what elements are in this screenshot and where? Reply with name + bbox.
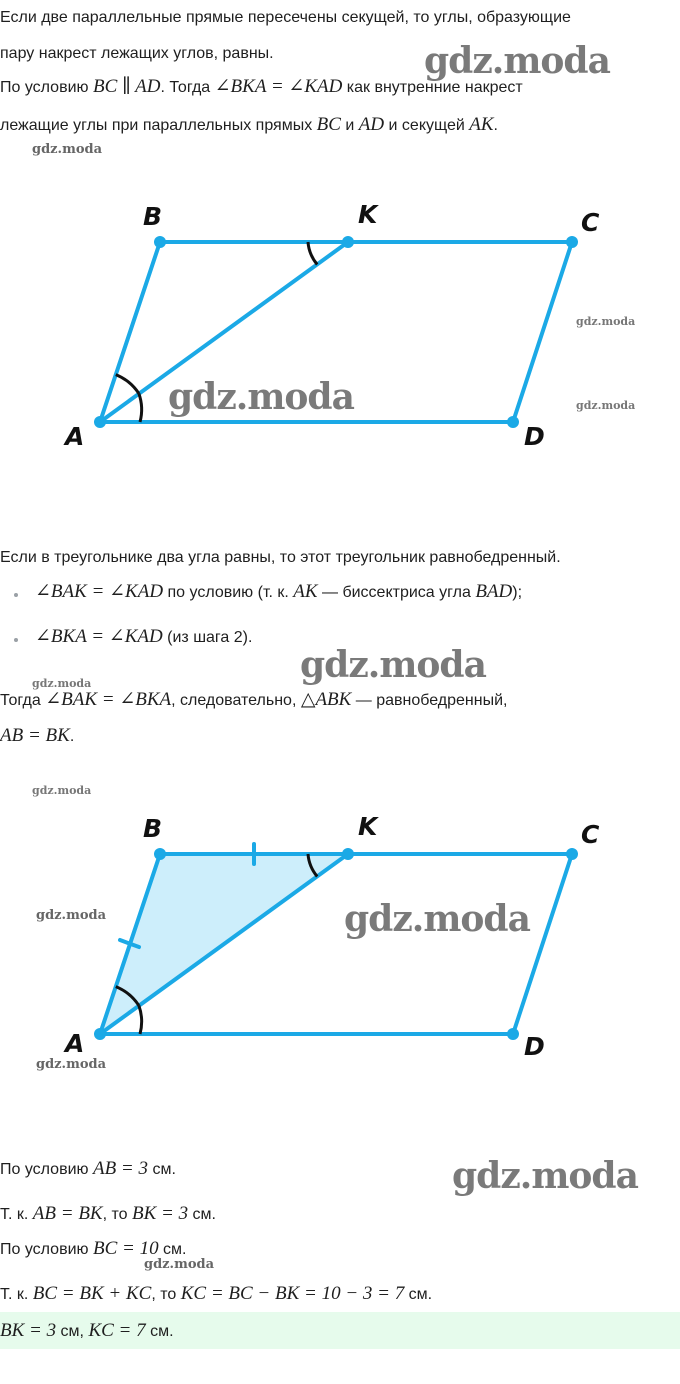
text: — равнобедренный,	[351, 692, 508, 709]
label-k: K	[358, 200, 378, 229]
label-b: B	[143, 202, 163, 231]
math: BC = BK + KC	[32, 1283, 152, 1304]
angle-arc-a-lower	[139, 393, 142, 422]
text: , то	[102, 1206, 132, 1223]
bullet-bak-equals-kad	[35, 581, 522, 604]
text: Тогда	[0, 692, 46, 709]
math: ∠BAK = ∠BKA	[45, 689, 172, 710]
rule-isosceles-triangle: Если в треугольнике два угла равны, то этот треугольник равнобедренный.	[0, 549, 561, 566]
math: BC = 10	[92, 1238, 159, 1259]
text: (из шага 2).	[162, 629, 253, 646]
point-a	[94, 1028, 106, 1040]
point-a	[94, 416, 106, 428]
math: ∠BKA = ∠KAD	[35, 626, 163, 647]
point-d	[507, 1028, 519, 1040]
text: по условию (т. к.	[163, 584, 294, 601]
math: ∠BAK = ∠KAD	[35, 581, 164, 602]
watermark: gdz.moda	[576, 315, 636, 328]
text: .	[69, 728, 75, 745]
math: △ABK	[300, 689, 352, 710]
conclusion-isosceles	[0, 689, 507, 712]
text: как внутренние накрест	[342, 79, 523, 96]
watermark: gdz.moda	[144, 1257, 215, 1272]
final-answer	[0, 1320, 174, 1343]
text: По условию	[0, 1161, 93, 1178]
side-cd	[513, 854, 572, 1034]
label-d: D	[524, 1032, 545, 1061]
label-k: K	[358, 812, 378, 841]
bullet-marker	[14, 638, 18, 642]
watermark: gdz.moda	[36, 908, 107, 923]
watermark: gdz.moda	[168, 376, 354, 418]
point-c	[566, 848, 578, 860]
text: см.	[404, 1286, 433, 1303]
rule-parallel-lines-line2: пару накрест лежащих углов, равны.	[0, 45, 274, 62]
rule-parallel-lines-line1: Если две параллельные прямые пересечены секущей, то углы, образующие	[0, 9, 571, 26]
point-b	[154, 848, 166, 860]
conclusion-ab-equals-bk	[0, 725, 74, 748]
text: , следовательно,	[171, 692, 301, 709]
text: );	[512, 584, 523, 601]
point-c	[566, 236, 578, 248]
text: см.	[188, 1206, 216, 1223]
side-ab	[100, 242, 160, 422]
math: AB = BK	[32, 1203, 103, 1224]
math: BC	[316, 114, 341, 135]
text: лежащие углы при параллельных прямых	[0, 117, 317, 134]
angle-arc-k	[308, 242, 317, 265]
text: см.	[145, 1323, 174, 1340]
point-k	[342, 848, 354, 860]
bullet-bka-equals-kad	[35, 626, 252, 649]
text: и	[340, 117, 359, 134]
text: Т. к.	[0, 1206, 33, 1223]
watermark: gdz.moda	[576, 399, 636, 412]
watermark: gdz.moda	[32, 784, 92, 797]
text: и секущей	[384, 117, 470, 134]
text: По условию	[0, 1241, 93, 1258]
step-line-alternate-angles	[0, 114, 498, 137]
text: — биссектриса угла	[317, 584, 476, 601]
given-ab	[0, 1158, 176, 1181]
math: BAD	[475, 581, 513, 602]
label-b: B	[143, 814, 163, 843]
math: BK = 3	[131, 1203, 189, 1224]
text: , то	[151, 1286, 181, 1303]
point-b	[154, 236, 166, 248]
math: KC = BC − BK = 10 − 3 = 7	[180, 1283, 405, 1304]
math: KC = 7	[88, 1320, 146, 1341]
watermark: gdz.moda	[452, 1155, 638, 1197]
math: BK = 3	[0, 1320, 57, 1341]
point-k	[342, 236, 354, 248]
watermark: gdz.moda	[300, 644, 486, 686]
text: По условию	[0, 79, 93, 96]
label-d: D	[524, 422, 545, 451]
bullet-marker	[14, 593, 18, 597]
text: Т. к.	[0, 1286, 33, 1303]
watermark: gdz.moda	[344, 898, 530, 940]
point-d	[507, 416, 519, 428]
watermark: gdz.moda	[32, 677, 92, 690]
text: см,	[56, 1323, 89, 1340]
side-cd	[513, 242, 572, 422]
parallelogram-figure-2	[0, 802, 680, 1074]
watermark: gdz.moda	[424, 40, 610, 82]
math: AK	[293, 581, 318, 602]
watermark: gdz.moda	[36, 1057, 107, 1072]
text: .	[493, 117, 498, 134]
derived-kc	[0, 1283, 432, 1306]
derived-bk	[0, 1203, 216, 1226]
text: см.	[148, 1161, 176, 1178]
label-a: A	[65, 422, 85, 451]
math: ∠BKA = ∠KAD	[214, 76, 343, 97]
angle-arc-a-lower	[139, 1005, 142, 1034]
math: AB = 3	[92, 1158, 149, 1179]
label-c: C	[581, 208, 600, 237]
watermark: gdz.moda	[32, 142, 103, 157]
math: BC ∥ AD	[92, 76, 161, 97]
angle-arc-a-upper	[116, 375, 139, 394]
math: AB = BK	[0, 725, 70, 746]
text: см.	[158, 1241, 187, 1258]
text: . Тогда	[160, 79, 215, 96]
label-c: C	[581, 820, 600, 849]
math: AK	[469, 114, 494, 135]
math: AD	[358, 114, 385, 135]
label-a: A	[65, 1029, 85, 1058]
